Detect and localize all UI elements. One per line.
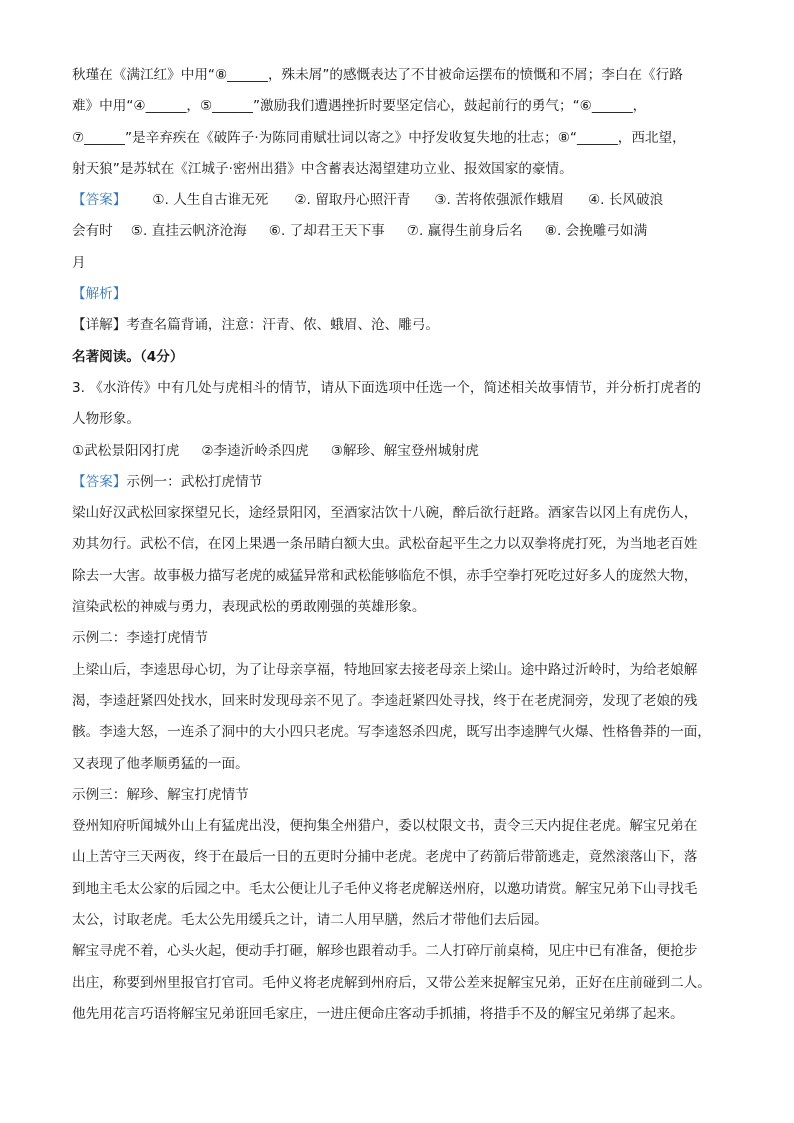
para1-line-4: 射天狼”是苏轼在《江城子·密州出猎》中含蓄表达渴望建功立业、报效国家的豪情。 <box>72 160 573 177</box>
example-1-line: 劝其勿行。武松不信，在冈上果遇一条吊睛白额大虫。武松奋起平生之力以双拳将虎打死，为当地老百姓 <box>72 536 698 553</box>
answer-item-7: ⑦. 赢得生前身后名 <box>406 223 523 240</box>
analysis-tag: 【解析】 <box>72 286 127 303</box>
document-page <box>72 60 732 1030</box>
q3-option-2: ②李逵沂岭杀四虎 <box>201 442 309 459</box>
example-2-line: 上梁山后，李逵思母心切，为了让母亲享福，特地回家去接老母亲上梁山。途中路过沂岭时，为给老娘解 <box>72 661 698 678</box>
example-3-line: 解宝寻虎不着，心头火起，便动手打砸，解珍也跟着动手。二人打碎厅前桌椅，见庄中已有准备，便抢步 <box>72 943 698 960</box>
answer-item-6: ⑥. 了却君王天下事 <box>268 223 385 240</box>
para1-line-2: 难》中用“④______，⑤______”激励我们遭遇挫折时要坚定信心，鼓起前行的勇气；“⑥______， <box>72 98 647 115</box>
example-2-line: 骸。李逵大怒，一连杀了洞中的大小四只老虎。写李逵怒杀四虎，既写出李逵脾气火爆、性格鲁莽的一面， <box>72 724 711 741</box>
q3-line-1: 3. 《水浒传》中有几处与虎相斗的情节，请从下面选项中任选一个，简述相关故事情节，并分析打虎者的 <box>72 379 702 396</box>
para1-line-3: ⑦______”是辛弃疾在《破阵子·为陈同甫赋壮词以寄之》中抒发收复失地的壮志；⑧“______，西北望， <box>72 129 686 146</box>
example-2-title: 示例二：李逵打虎情节 <box>72 630 208 647</box>
q3-option-3: ③解珍、解宝登州城射虎 <box>330 442 479 459</box>
example-1-title: 示例一：武松打虎情节 <box>126 473 263 490</box>
analysis-detail: 【详解】考查名篇背诵，注意：汗青、侬、蛾眉、沧、雕弓。 <box>72 317 440 334</box>
example-3-line: 出庄，称要到州里报官打官司。毛仲义将老虎解到州府后，又带公差来捉解宝兄弟，正好在庄前碰到二人。 <box>72 974 711 991</box>
example-2-line: 又表现了他孝顺勇猛的一面。 <box>72 755 249 772</box>
answer-tag: 【答案】 <box>72 192 127 209</box>
answer1-line-2 <box>72 216 732 247</box>
answer-tag: 【答案】 <box>72 473 127 490</box>
para1-line-1: 秋瑾在《满江红》中用“⑧______，殊未屑”的感慨表达了不甘被命运摆布的愤慨和不屑；李白在《行路 <box>72 67 683 83</box>
example-2-line: 渴，李逵赶紧四处找水，回来时发现母亲不见了。李逵赶紧四处寻找，终于在老虎洞旁，发现了老娘的残 <box>72 692 698 709</box>
example-3-line: 到地主毛太公家的后园之中。毛太公便让儿子毛仲义将老虎解送州府，以邀功请赏。解宝兄弟下山寻找毛 <box>72 880 698 897</box>
answer-item-2: ②. 留取丹心照汗青 <box>294 192 411 209</box>
example-3-line: 太公，讨取老虎。毛太公先用缓兵之计，请二人用早膳，然后才带他们去后园。 <box>72 912 548 929</box>
answer1-line-1 <box>72 185 732 216</box>
answer-item-5: ⑤. 直挂云帆济沧海 <box>130 223 247 240</box>
example-1-line: 渲染武松的神威与勇力，表现武松的勇敢刚强的英雄形象。 <box>72 599 426 616</box>
example-3-line: 山上苦守三天两夜，终于在最后一日的五更时分捕中老虎。老虎中了药箭后带箭逃走，竟然滚落山下，落 <box>72 849 698 866</box>
answer-item-3: ③. 苦将侬强派作蛾眉 <box>434 192 564 209</box>
answer-item-1: ①. 人生自古谁无死 <box>152 192 269 209</box>
example-1-line: 除去一大害。故事极力描写老虎的威猛异常和武松能够临危不惧，赤手空拳打死吃过好多人的庞然大物， <box>72 567 698 584</box>
q3-options <box>72 436 732 467</box>
example-3-line: 他先用花言巧语将解宝兄弟诳回毛家庄，一进庄便命庄客动手抓捕，将措手不及的解宝兄弟绑了起来。 <box>72 1005 684 1022</box>
example-3-title: 示例三：解珍、解宝打虎情节 <box>72 786 249 803</box>
answer3-line-1 <box>72 467 732 498</box>
answer-item-4: ④. 长风破浪 <box>587 192 664 209</box>
example-3-line: 登州知府听闻城外山上有猛虎出没，便拘集全州猎户，委以杖限文书，责令三天内捉住老虎。解宝兄弟在 <box>72 818 698 835</box>
answer1-line-3: 月 <box>72 254 86 271</box>
answer-item-8: ⑧. 会挽雕弓如满 <box>544 223 648 240</box>
q3-option-1: ①武松景阳冈打虎 <box>72 442 180 459</box>
answer-item-4-cont: 会有时 <box>72 223 113 240</box>
section-title: 名著阅读。（4分） <box>72 348 184 365</box>
example-1-line: 梁山好汉武松回家探望兄长，途经景阳冈，至酒家沽饮十八碗，醉后欲行赶路。酒家告以冈上有虎伤人， <box>72 505 698 522</box>
q3-line-2: 人物形象。 <box>72 411 140 428</box>
